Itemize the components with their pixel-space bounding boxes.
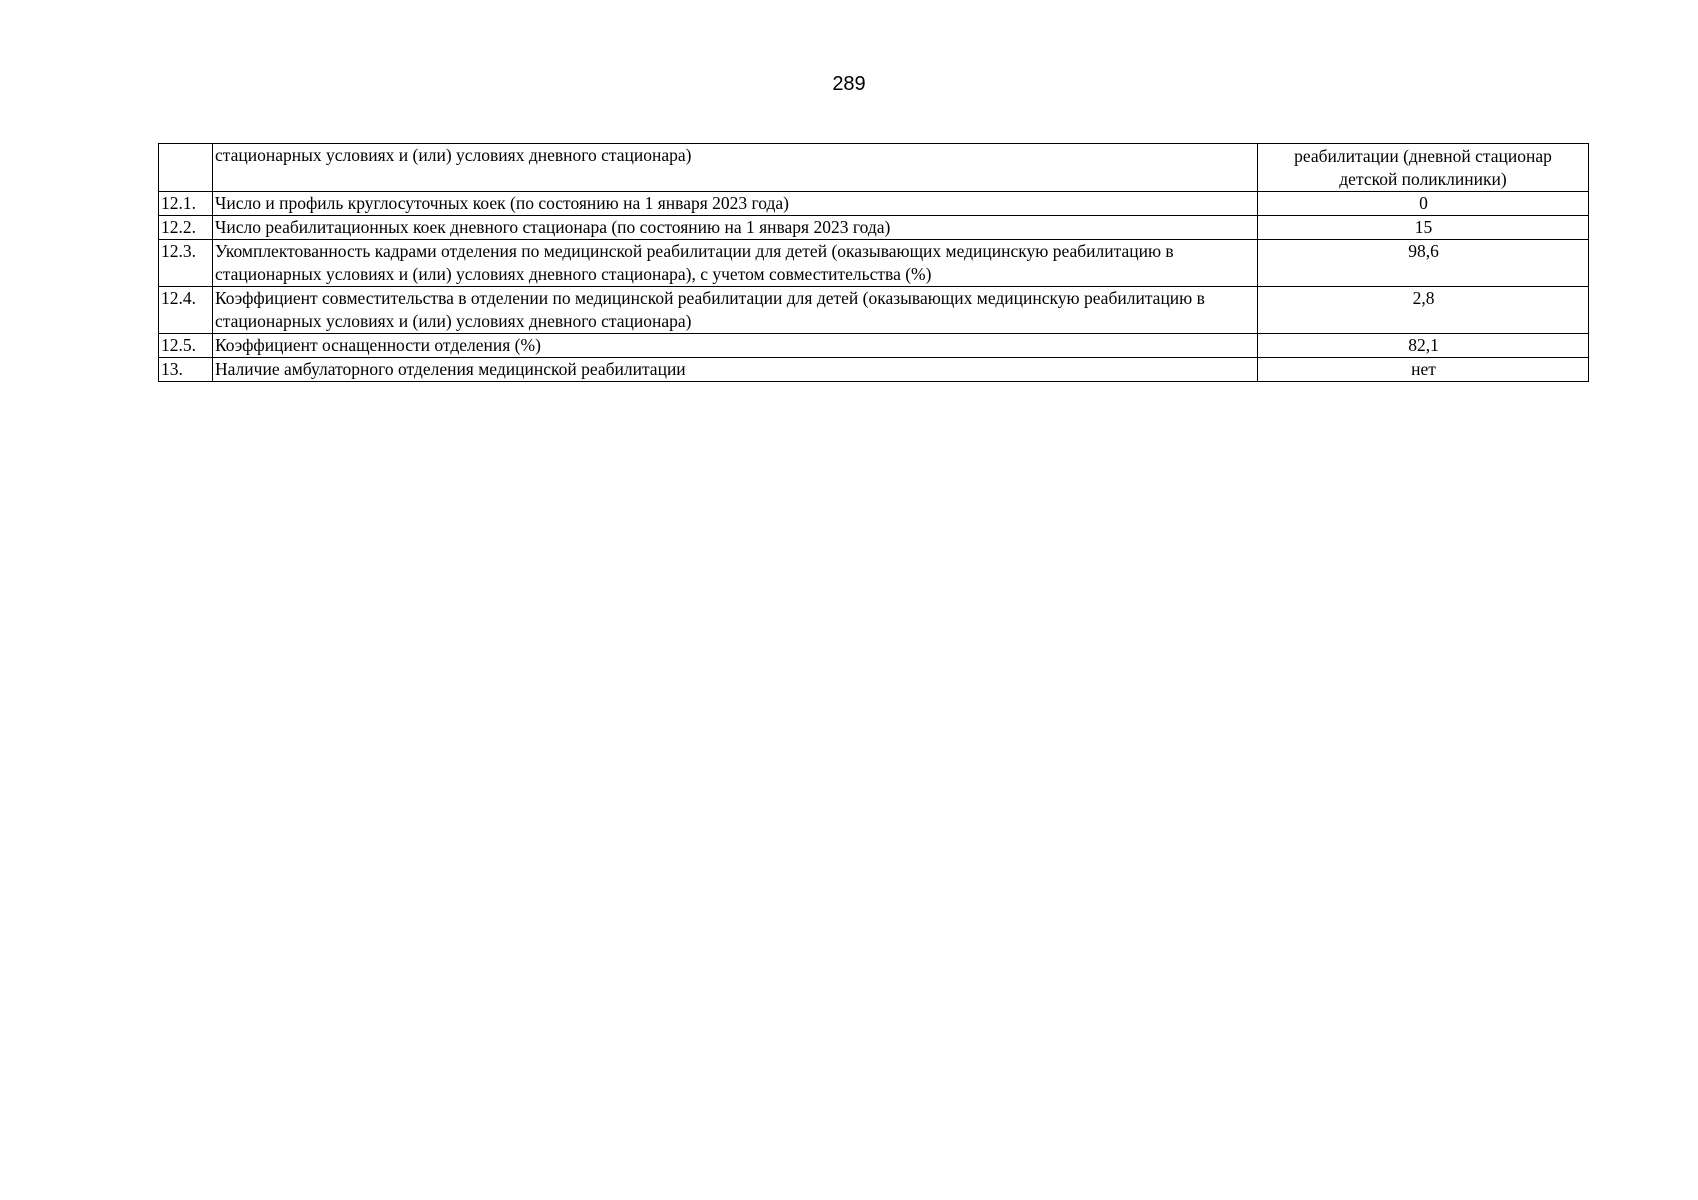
row-value-cell: 0 xyxy=(1258,192,1589,216)
row-number-cell xyxy=(159,144,213,192)
data-table xyxy=(158,143,1589,382)
table-row xyxy=(159,334,1589,358)
table-row xyxy=(159,216,1589,240)
row-number-cell: 12.1. xyxy=(159,192,213,216)
table-row xyxy=(159,358,1589,382)
table-row-continuation xyxy=(159,144,1589,192)
row-number-cell: 12.4. xyxy=(159,287,213,334)
page-number: 289 xyxy=(832,73,866,95)
row-description-cell: Коэффициент совместительства в отделении по медицинской реабилитации для детей (оказывающих медицинскую реабилитацию в стационарных условиях и (или) условиях дневного стационара) xyxy=(213,287,1258,334)
row-value-cell: реабилитации (дневной стационар детской поликлиники) xyxy=(1258,144,1589,192)
row-value-cell: 98,6 xyxy=(1258,240,1589,287)
table-row xyxy=(159,287,1589,334)
row-description-cell: Коэффициент оснащенности отделения (%) xyxy=(213,334,1258,358)
table-row xyxy=(159,240,1589,287)
row-description-cell: Число реабилитационных коек дневного стационара (по состоянию на 1 января 2023 года) xyxy=(213,216,1258,240)
row-description-cell: стационарных условиях и (или) условиях дневного стационара) xyxy=(213,144,1258,192)
row-number-cell: 12.5. xyxy=(159,334,213,358)
table-row xyxy=(159,192,1589,216)
table-container xyxy=(158,143,1588,382)
row-value-cell: 82,1 xyxy=(1258,334,1589,358)
row-description-cell: Укомплектованность кадрами отделения по медицинской реабилитации для детей (оказывающих медицинскую реабилитацию в стационарных условиях и (или) условиях дневного стационара), с учетом совместительства (%) xyxy=(213,240,1258,287)
row-number-cell: 13. xyxy=(159,358,213,382)
row-value-cell: 15 xyxy=(1258,216,1589,240)
row-number-cell: 12.2. xyxy=(159,216,213,240)
row-number-cell: 12.3. xyxy=(159,240,213,287)
row-value-cell: нет xyxy=(1258,358,1589,382)
row-description-cell: Число и профиль круглосуточных коек (по состоянию на 1 января 2023 года) xyxy=(213,192,1258,216)
row-value-cell: 2,8 xyxy=(1258,287,1589,334)
row-description-cell: Наличие амбулаторного отделения медицинской реабилитации xyxy=(213,358,1258,382)
